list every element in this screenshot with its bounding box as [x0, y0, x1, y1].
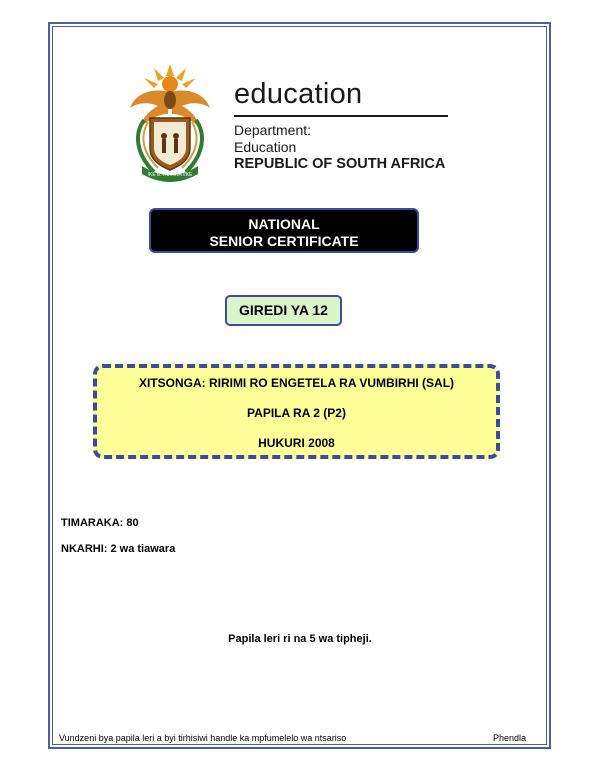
- certificate-banner: [149, 208, 419, 253]
- exam-date: HUKURI 2008: [258, 436, 335, 450]
- turn-over-footer: Phendla: [493, 733, 527, 743]
- wordmark-rule: [234, 115, 448, 117]
- country-name: REPUBLIC OF SOUTH AFRICA: [234, 156, 446, 172]
- education-wordmark: education: [234, 78, 363, 110]
- page-count-note: Papila leri ri na 5 wa tipheji.: [228, 633, 372, 645]
- subject-title: XITSONGA: RIRIMI RO ENGETELA RA VUMBIRHI (SAL): [138, 376, 455, 390]
- certificate-line-1: NATIONAL: [248, 216, 320, 232]
- grade-badge: GIREDI YA 12: [225, 295, 342, 326]
- department-label: Department:: [234, 122, 312, 138]
- time-info: NKARHI: 2 wa tiawara: [61, 543, 176, 555]
- coat-of-arms-logo: [124, 62, 216, 182]
- certificate-line-2: SENIOR CERTIFICATE: [209, 233, 359, 249]
- paper-number: PAPILA RA 2 (P2): [247, 406, 346, 420]
- copyright-footer: Vundzeni bya papila leri a byi tirhisiwi handle ka mpfumelelo wa ntsariso: [59, 733, 347, 743]
- subject-panel: [93, 364, 500, 459]
- marks-info: TIMARAKA: 80: [61, 517, 139, 529]
- svg-text:!KE E: /XARRA //KE: !KE E: /XARRA //KE: [147, 172, 193, 178]
- department-name: Education: [234, 139, 297, 155]
